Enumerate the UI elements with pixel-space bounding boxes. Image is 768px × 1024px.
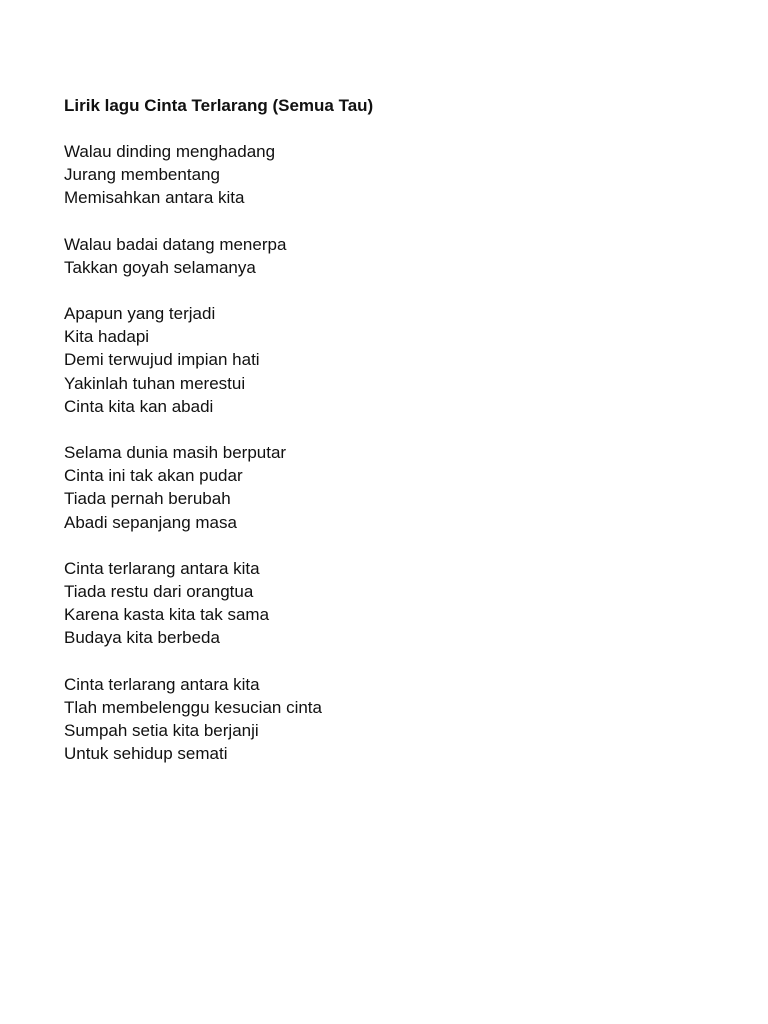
stanza-3 [64,302,704,418]
lyric-line: Budaya kita berbeda [64,628,220,648]
stanza-6 [64,673,704,766]
lyric-line: Sumpah setia kita berjanji [64,721,259,741]
lyric-line: Memisahkan antara kita [64,188,245,208]
stanza-2 [64,233,704,279]
lyric-line: Yakinlah tuhan merestui [64,373,246,393]
lyric-line: Tiada pernah berubah [64,489,231,509]
stanza-4 [64,441,704,534]
lyric-line: Cinta ini tak akan pudar [64,466,243,486]
lyrics-content [64,94,704,765]
lyric-line: Kita hadapi [64,327,150,347]
lyric-line: Takkan goyah selamanya [64,257,256,277]
lyric-line: Apapun yang terjadi [64,304,216,324]
lyric-line: Karena kasta kita tak sama [64,605,270,625]
document-title: Lirik lagu Cinta Terlarang (Semua Tau) [64,96,374,115]
lyric-line: Abadi sepanjang masa [64,512,237,532]
stanza-1 [64,140,704,210]
lyric-line: Selama dunia masih berputar [64,443,287,463]
lyric-line: Untuk sehidup semati [64,744,228,764]
lyric-line: Cinta terlarang antara kita [64,674,260,694]
lyric-line: Walau badai datang menerpa [64,234,287,254]
lyric-line: Jurang membentang [64,165,220,185]
lyric-line: Demi terwujud impian hati [64,350,260,370]
lyric-line: Tiada restu dari orangtua [64,582,254,602]
lyric-line: Cinta terlarang antara kita [64,558,260,578]
lyric-line: Tlah membelenggu kesucian cinta [64,697,322,717]
lyric-line: Cinta kita kan abadi [64,396,214,416]
lyric-line: Walau dinding menghadang [64,142,276,161]
stanza-5 [64,557,704,650]
